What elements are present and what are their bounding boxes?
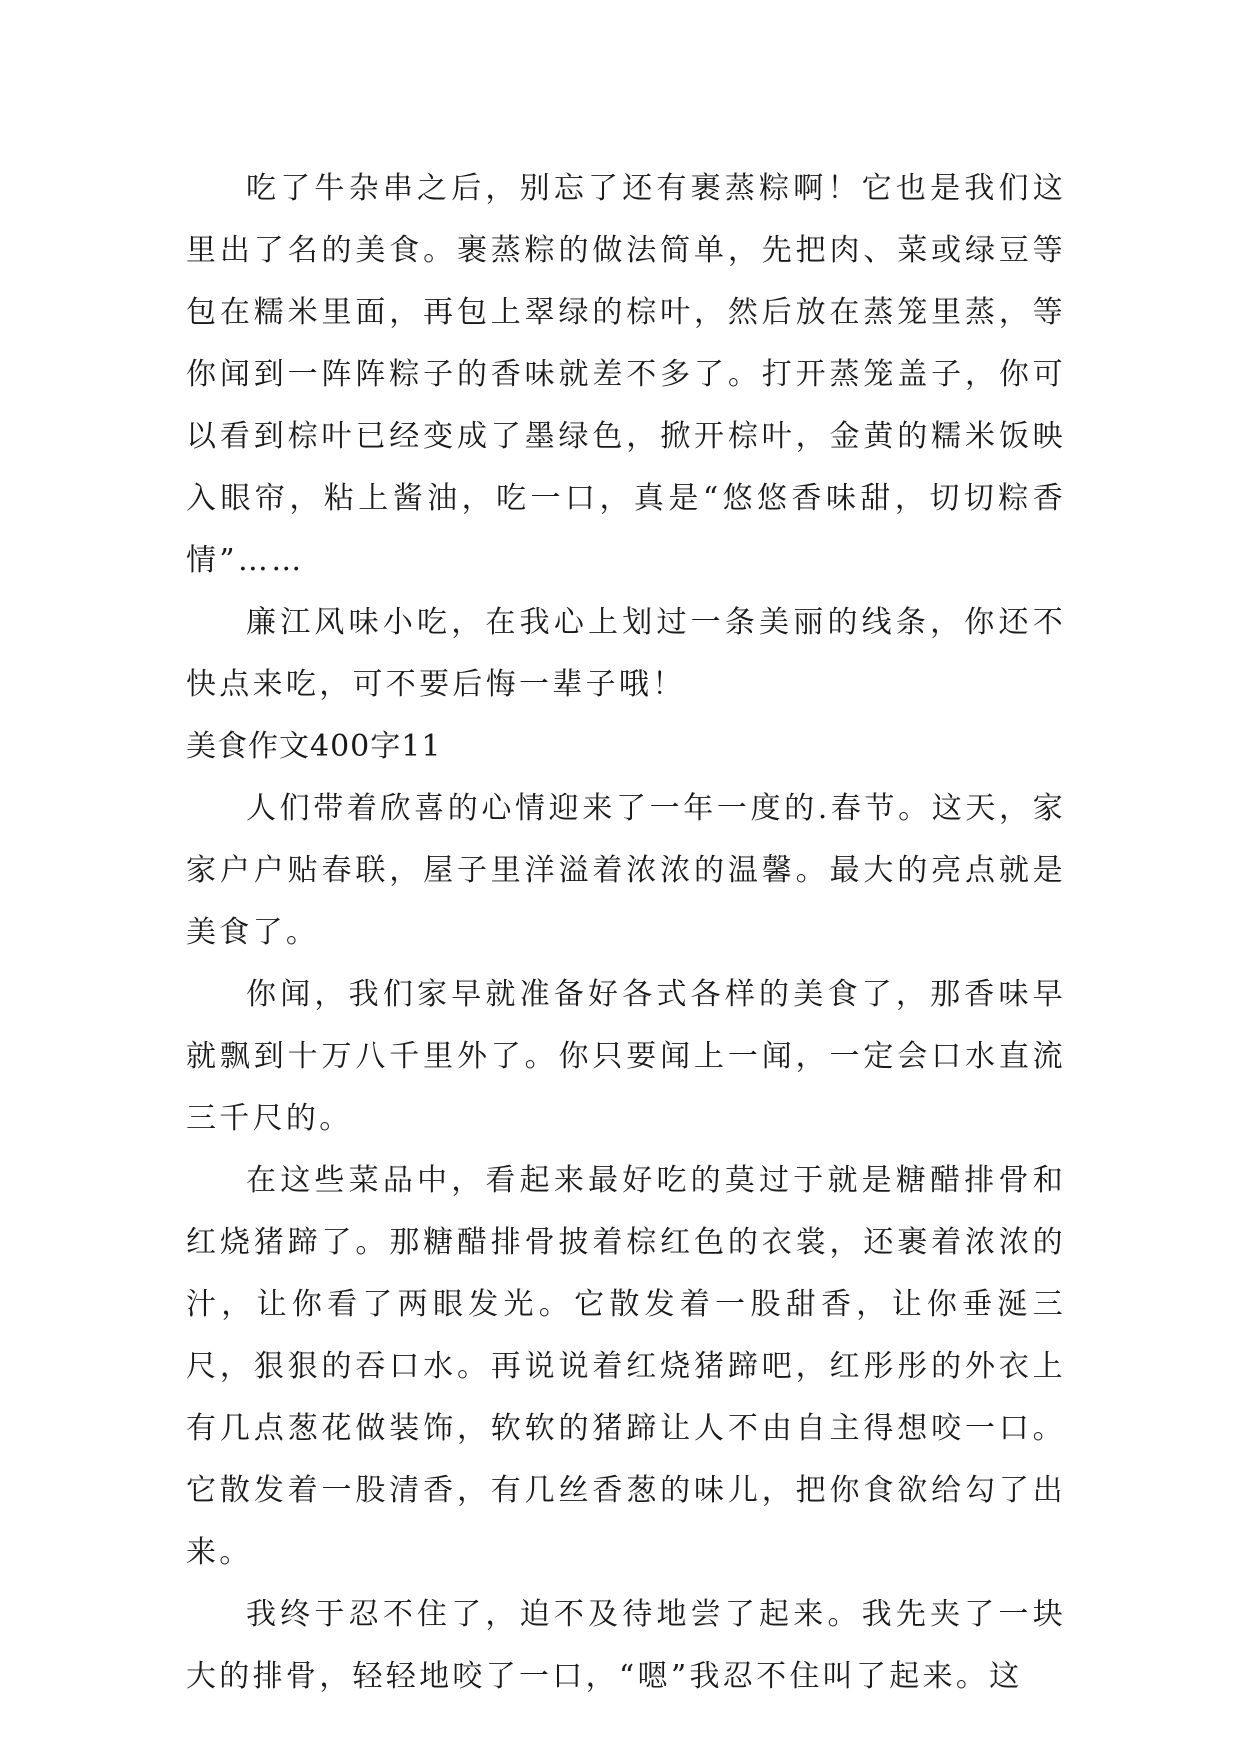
paragraph-spring-festival: 人们带着欣喜的心情迎来了一年一度的.春节。这天，家家户户贴春联，屋子里洋溢着浓浓的温馨。最大的亮点就是美食了。 (186, 791, 1066, 950)
document-body (186, 158, 1066, 1708)
paragraph-dishes: 在这些菜品中，看起来最好吃的莫过于就是糖醋排骨和红烧猪蹄了。那糖醋排骨披着棕红色的衣裳，还裹着浓浓的汁，让你看了两眼发光。它散发着一股甜香，让你垂涎三尺，狠狠的吞口水。再说说着红烧猪蹄吧，红彤彤的外衣上有几点葱花做装饰，软软的猪蹄让人不由自主得想咬一口。它散发着一股清香，有几丝香葱的味儿，把你食欲给勾了出来。 (186, 1163, 1066, 1570)
essay-heading: 美食作文400字11 (186, 729, 442, 764)
paragraph-lianjiang: 廉江风味小吃，在我心上划过一条美丽的线条，你还不快点来吃，可不要后悔一辈子哦！ (186, 605, 1066, 702)
paragraph-zongzi: 吃了牛杂串之后，别忘了还有裹蒸粽啊！它也是我们这里出了名的美食。裹蒸粽的做法简单，先把肉、菜或绿豆等包在糯米里面，再包上翠绿的棕叶，然后放在蒸笼里蒸，等你闻到一阵阵粽子的香味就差不多了。打开蒸笼盖子，你可以看到棕叶已经变成了墨绿色，掀开棕叶，金黄的糯米饭映入眼帘，粘上酱油，吃一口，真是“悠悠香味甜，切切粽香情”…… (186, 171, 1066, 578)
paragraph-smell: 你闻，我们家早就准备好各式各样的美食了，那香味早就飘到十万八千里外了。你只要闻上一闻，一定会口水直流三千尺的。 (186, 977, 1066, 1136)
paragraph-tasting: 我终于忍不住了，迫不及待地尝了起来。我先夹了一块大的排骨，轻轻地咬了一口，“嗯”我忍不住叫了起来。这 (186, 1597, 1066, 1694)
